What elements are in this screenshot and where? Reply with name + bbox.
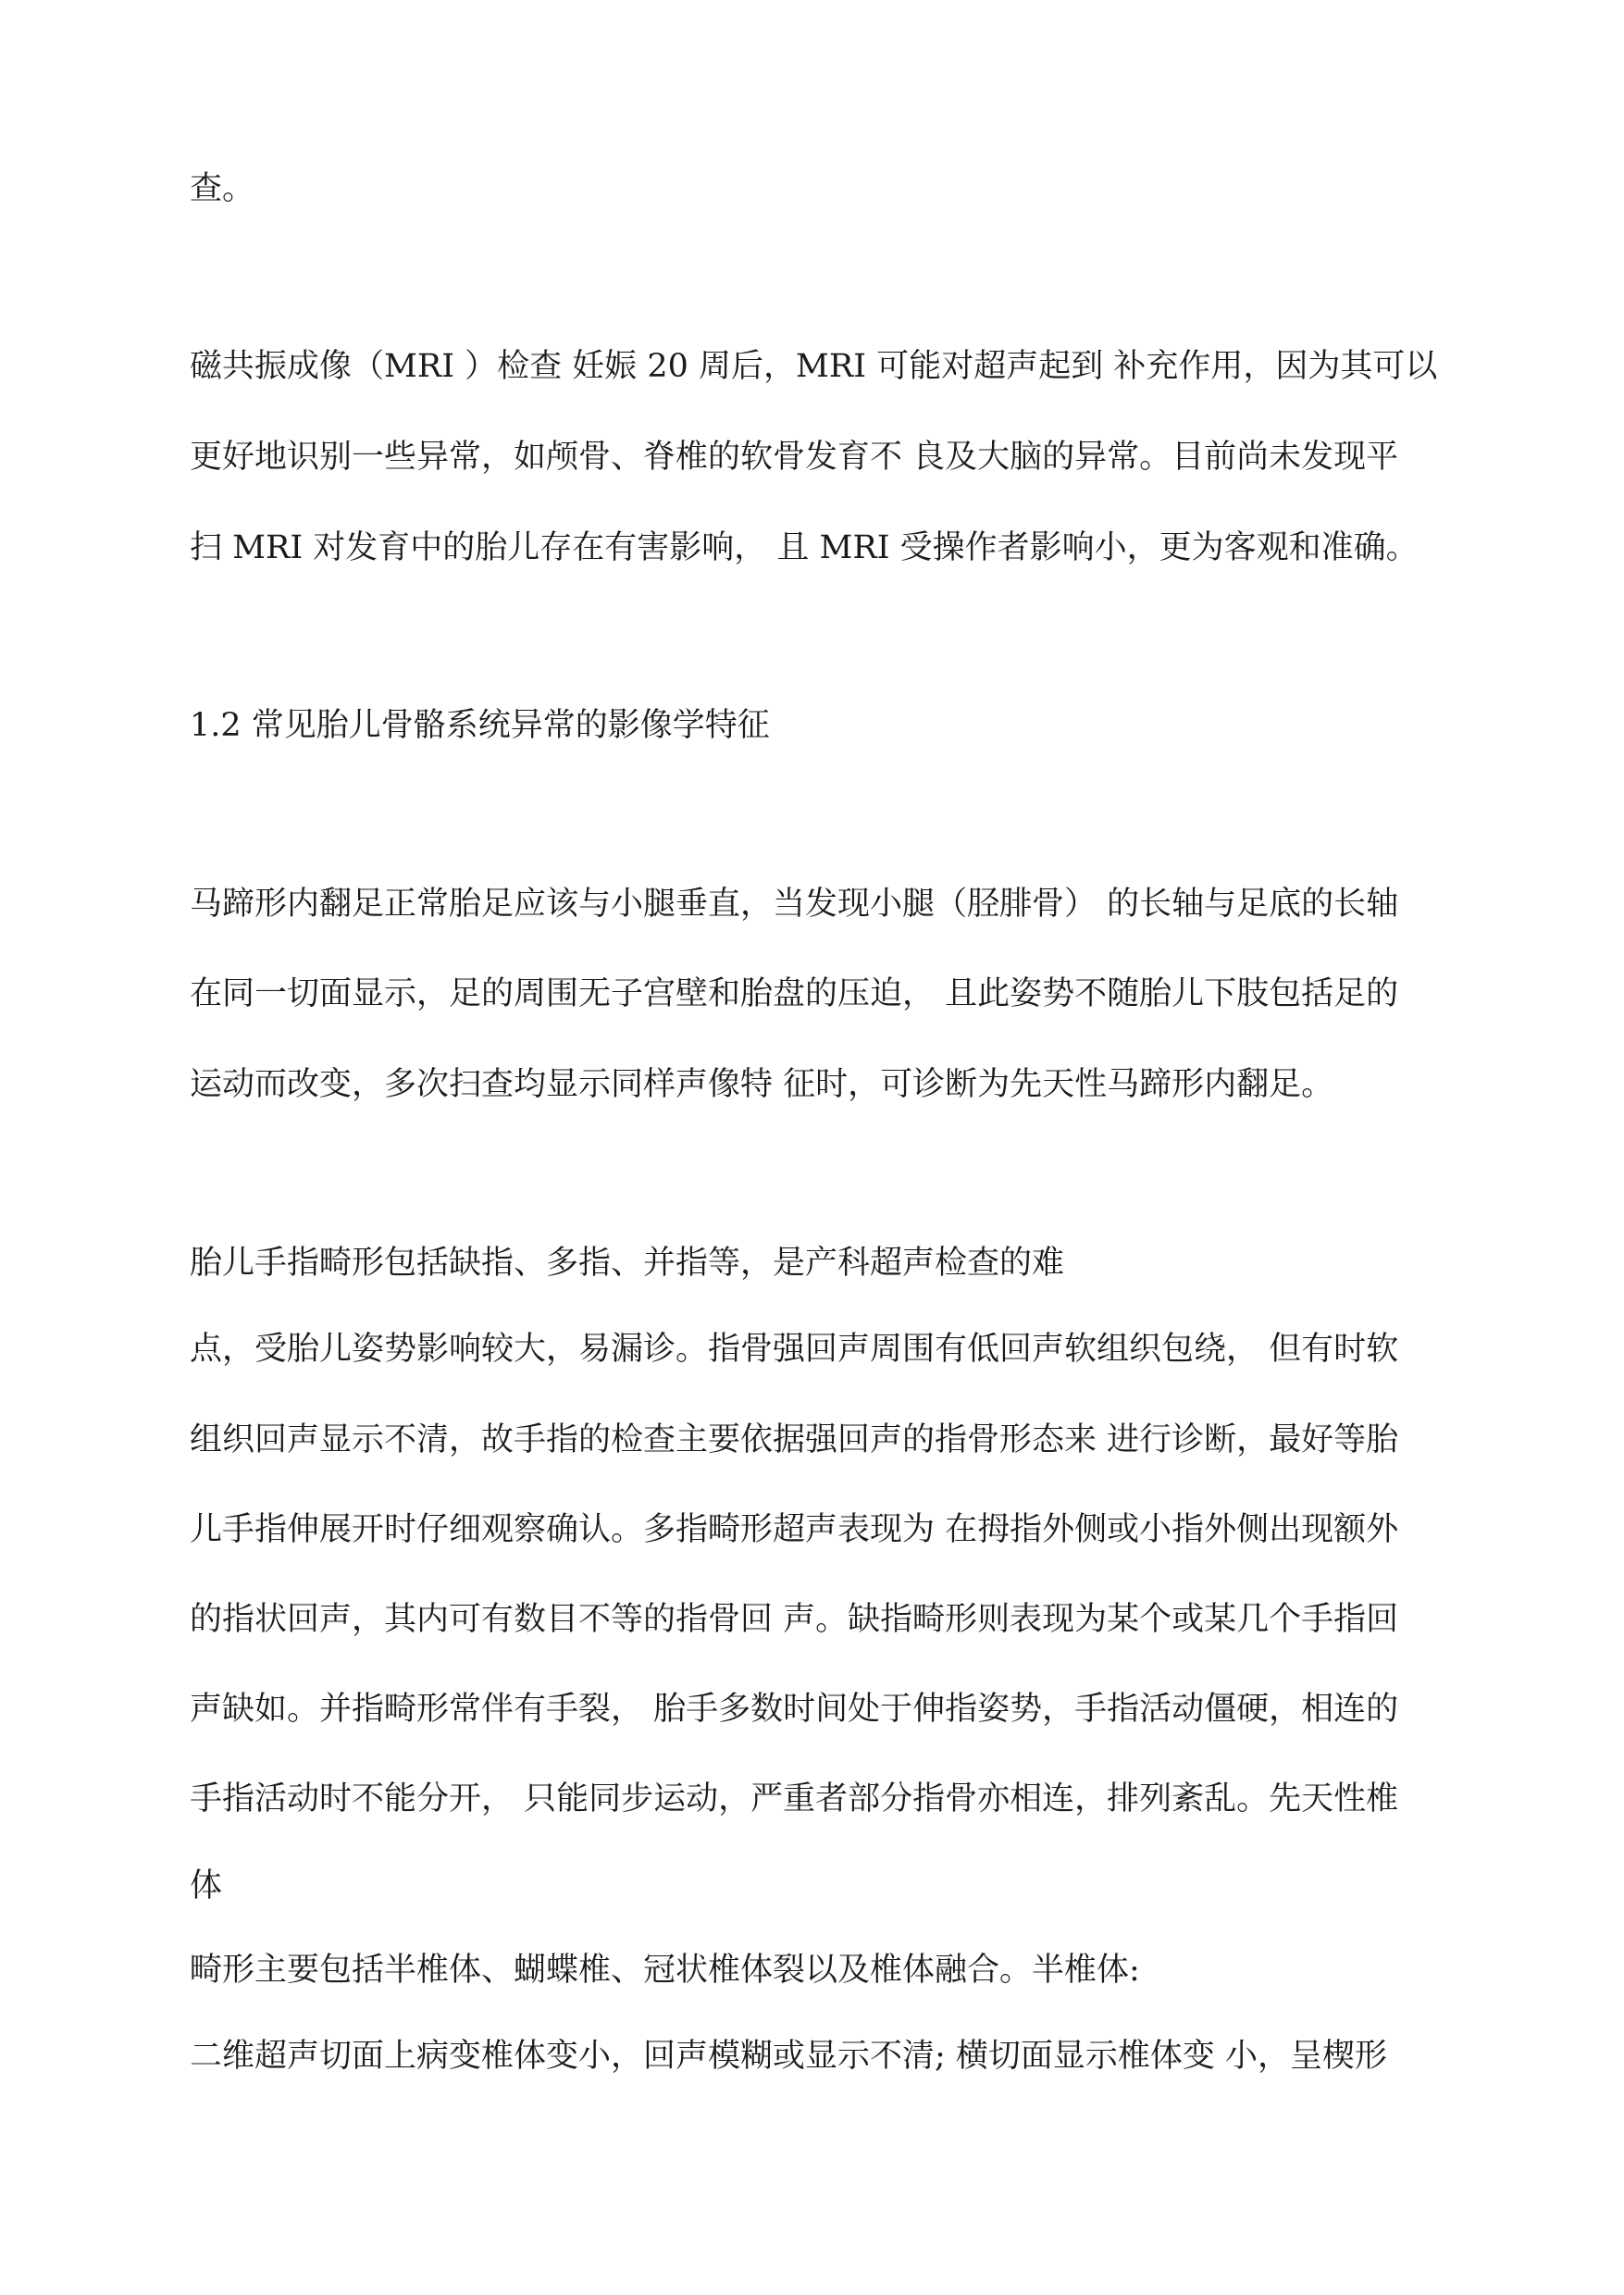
text-line: 手指活动时不能分开， 只能同步运动，严重者部分指骨亦相连，排列紊乱。先天性椎: [190, 1780, 1399, 1817]
text-line: 二维超声切面上病变椎体变小，回声模糊或显示不清; 横切面显示椎体变 小，呈楔形: [190, 2038, 1388, 2075]
text-line: 磁共振成像（MRI ）检查 妊娠 20 周后，MRI 可能对超声起到 补充作用，因为其可以: [190, 348, 1438, 385]
section-heading: 1.2 常见胎儿骨骼系统异常的影像学特征: [190, 707, 770, 744]
text-line: 点，受胎儿姿势影响较大，易漏诊。指骨强回声周围有低回声软组织包绕， 但有时软: [190, 1331, 1399, 1368]
text-line: 畸形主要包括半椎体、蝴蝶椎、冠状椎体裂以及椎体融合。半椎体:: [190, 1952, 1140, 1989]
text-line: 儿手指伸展开时仔细观察确认。多指畸形超声表现为 在拇指外侧或小指外侧出现额外: [190, 1511, 1399, 1548]
text-line: 体: [190, 1867, 223, 1904]
text-line: 更好地识别一些异常，如颅骨、脊椎的软骨发育不 良及大脑的异常。目前尚未发现平: [190, 439, 1399, 476]
text-line: 扫 MRI 对发育中的胎儿存在有害影响， 且 MRI 受操作者影响小，更为客观和准确。: [190, 529, 1419, 566]
text-line: 马蹄形内翻足正常胎足应该与小腿垂直，当发现小腿（胫腓骨） 的长轴与足底的长轴: [190, 886, 1399, 923]
text-line: 查。: [190, 170, 255, 207]
text-line: 运动而改变，多次扫查均显示同样声像特 征时，可诊断为先天性马蹄形内翻足。: [190, 1066, 1334, 1103]
text-line: 的指状回声，其内可有数目不等的指骨回 声。缺指畸形则表现为某个或某几个手指回: [190, 1601, 1399, 1638]
text-line: 在同一切面显示，足的周围无子宫壁和胎盘的压迫， 且此姿势不随胎儿下肢包括足的: [190, 975, 1399, 1012]
text-line: 声缺如。并指畸形常伴有手裂， 胎手多数时间处于伸指姿势，手指活动僵硬，相连的: [190, 1691, 1399, 1728]
text-line: 胎儿手指畸形包括缺指、多指、并指等，是产科超声检查的难: [190, 1245, 1065, 1282]
text-line: 组织回声显示不清，故手指的检查主要依据强回声的指骨形态来 进行诊断，最好等胎: [190, 1421, 1399, 1458]
